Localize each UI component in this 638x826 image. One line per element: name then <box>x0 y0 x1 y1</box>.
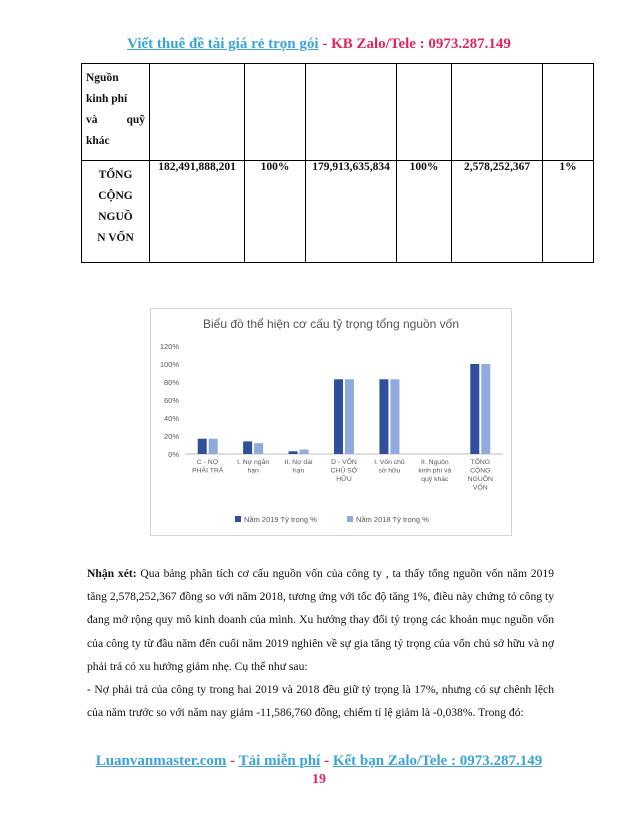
bar-2018 <box>300 450 309 455</box>
legend-label: Năm 2019 Tỷ trọng % <box>244 515 317 524</box>
chart-title: Biểu đồ thể hiện cơ cấu tỷ trọng tổng nguồn vốn <box>202 317 460 331</box>
y-tick-label: 100% <box>159 360 179 369</box>
x-tick-label: II. Nguồn <box>421 459 449 466</box>
bar-2018 <box>481 364 490 454</box>
bar-2018 <box>254 443 263 454</box>
legend-label: Năm 2018 Tỷ trọng % <box>356 515 429 524</box>
table-cell-label <box>82 64 150 161</box>
table-cell-value: 179,913,635,834 <box>306 161 397 263</box>
capital-table <box>81 63 594 263</box>
bar-2018 <box>390 379 399 454</box>
x-tick-label: CHỦ SỞ <box>330 467 358 475</box>
bar-2018 <box>209 439 218 454</box>
bar-2019 <box>198 439 207 454</box>
label-line: TỔNG <box>98 169 133 181</box>
footer-contact[interactable]: Kết bạn Zalo/Tele : 0973.287.149 <box>332 753 543 769</box>
header-contact: KB Zalo/Tele : 0973.287.149 <box>331 36 511 52</box>
x-tick-label: hạn <box>292 467 305 475</box>
y-tick-label: 80% <box>163 378 179 387</box>
header-sep: - <box>318 36 332 52</box>
page-number: 19 <box>312 772 326 787</box>
table-cell <box>452 64 543 161</box>
y-tick-label: 40% <box>163 414 179 423</box>
table-cell <box>397 64 452 161</box>
bar-2019 <box>243 441 252 454</box>
y-tick-label: 0% <box>168 450 179 459</box>
x-tick-label: PHẢI TRẢ <box>192 467 224 475</box>
table-row <box>82 161 594 263</box>
header-link[interactable]: Viết thuê đề tài giá rẻ trọn gói <box>127 36 319 52</box>
y-tick-label: 120% <box>159 342 179 351</box>
table-cell-value: 182,491,888,201 <box>150 161 245 263</box>
x-tick-label: kinh phí và <box>418 467 452 475</box>
x-tick-label: D - VỐN <box>331 459 357 466</box>
table-cell <box>150 64 245 161</box>
label-line: CỘNG <box>98 190 133 202</box>
table-cell-value: 2,578,252,367 <box>452 161 543 263</box>
label-line: kinh phí <box>86 93 128 105</box>
x-tick-label: sở hữu <box>378 467 401 475</box>
table-cell <box>543 64 594 161</box>
footer-sep: - <box>226 753 239 769</box>
label-word: và <box>86 114 98 126</box>
x-tick-label: VỐN <box>472 484 488 492</box>
table-cell <box>245 64 306 161</box>
bar-2019 <box>334 379 343 454</box>
x-tick-label: C - NỢ <box>196 459 219 466</box>
y-tick-label: 20% <box>163 432 179 441</box>
legend-swatch <box>235 516 241 522</box>
paragraph: - Nợ phải trả của công ty trong hai 2019 và 2018 đều giữ tỷ trọng là 17%, nhưng có sự chênh lệch của năm trước so với năm nay giảm -11,586,760 đồng, chiếm tỉ lệ giảm là -0,038%. Trong đó: <box>87 683 554 720</box>
capital-structure-chart <box>150 308 512 536</box>
label-line: khác <box>86 135 110 147</box>
x-tick-label: hạn <box>247 467 259 475</box>
label-line: N VỐN <box>97 232 134 244</box>
x-tick-label: I. Nợ ngắn <box>237 459 270 466</box>
body-text <box>87 562 554 724</box>
table-row <box>82 64 594 161</box>
bar-2019 <box>470 364 479 454</box>
legend-swatch <box>347 516 353 522</box>
paragraph-text: Qua bảng phân tích cơ cấu nguồn vốn của công ty , ta thấy tổng nguồn vốn năm 2019 tăng 2,578,252,367 đồng so với năm 2018, tương ứng với tốc độ tăng 1%, điều này chứng tỏ công ty đang mở rộng quy mô kinh doanh của mình. Xu hướng thay đổi tỷ trọng các khoản mục nguồn vốn của công ty từ đầu năm đến cuối năm 2019 nghiên về sự gia tăng tỷ trọng của vốn chủ sở hữu và nợ phải trả có xu hướng giảm nhẹ. Cụ thể như sau: <box>87 567 554 673</box>
label-line <box>86 110 145 131</box>
x-tick-label: quỹ khác <box>421 476 449 483</box>
x-tick-label: I. Vốn chủ <box>374 459 405 466</box>
chart-canvas <box>151 309 511 535</box>
label-line: NGUỒ <box>98 211 133 223</box>
x-tick-label: TỔNG <box>470 459 491 466</box>
label-line: Nguồn <box>86 72 119 84</box>
label-word: quỹ <box>126 114 145 126</box>
table-cell <box>306 64 397 161</box>
bar-2019 <box>289 451 298 454</box>
page-footer <box>0 753 638 788</box>
footer-free-link[interactable]: Tải miễn phí <box>238 753 321 769</box>
x-tick-label: NGUỒN <box>467 476 493 483</box>
lead-label: Nhận xét: <box>87 567 137 580</box>
footer-site-link[interactable]: Luanvanmaster.com <box>95 753 227 769</box>
page-header <box>0 36 638 53</box>
x-tick-label: HỮU <box>336 476 352 483</box>
table-cell-value: 100% <box>245 161 306 263</box>
paragraph <box>87 562 554 678</box>
bar-2019 <box>379 379 388 454</box>
table-cell-label <box>82 161 150 263</box>
table-cell-value: 100% <box>397 161 452 263</box>
table-cell-value: 1% <box>543 161 594 263</box>
y-tick-label: 60% <box>163 396 179 405</box>
x-tick-label: II. Nợ dài <box>284 459 313 466</box>
footer-sep: - <box>320 753 333 769</box>
bar-2018 <box>345 379 354 454</box>
x-tick-label: CỘNG <box>470 467 491 475</box>
